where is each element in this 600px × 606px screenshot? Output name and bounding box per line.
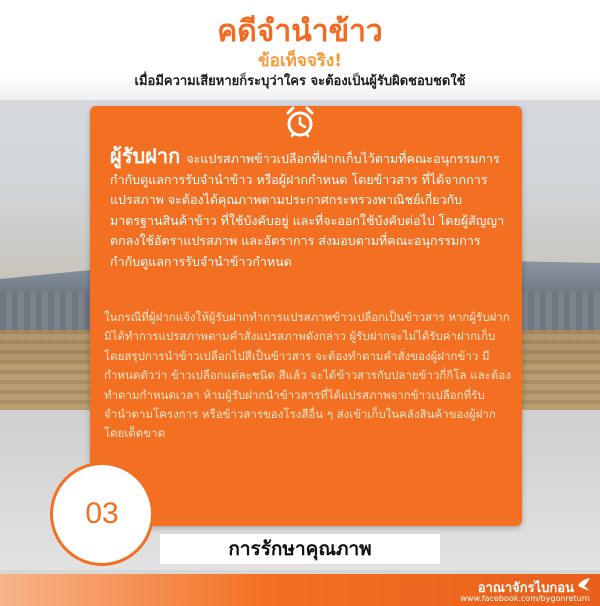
page-subtitle: ข้อเท็จจริง!: [258, 51, 342, 71]
tagline: เมื่อมีความเสียหายก็ระบุว่าใคร จะต้องเป็นผู้รับผิดชอบชดใช้: [134, 74, 466, 89]
bird-logo-icon: [576, 576, 592, 592]
card-paragraph-2: ในกรณีที่ผู้ฝากแจ้งให้ผู้รับฝากทำการแปรสภาพข้าวเปลือกเป็นข้าวสาร หากผู้รับฝากมิได้ทำการแปรสภาพตามคำสั่งแปรสภาพดังกล่าว ผู้รับฝากจะไม่ได้รับค่าฝากเก็บ โดยสรุปการนำข้าวเปลือกไปสีเป็นข้าวสาร จะต้องทำตามคำสั่งของผู้ฝากข้าว มีกำหนดตัวว่า ข้าวเปลือกแต่ละชนิด สีแล้ว จะได้ข้าวสารกับปลายข้าวกี่กิโล และต้องทำตามกำหนดเวลา ห้ามผู้รับฝากนำข้าวสารที่ได้แปรสภาพจากข้าวเปลือกที่รับจำนำตามโครงการ หรือข้าวสารของโรงสีอื่น ๆ ส่งเข้าเก็บในคลังสินค้าของผู้ฝากโดยเด็ดขาด: [104, 310, 511, 441]
page-title: คดีจำนำข้าว: [217, 14, 383, 49]
alarm-clock-icon: [282, 104, 318, 140]
footer-url: www.facebook.com/bygonreturn: [460, 594, 590, 603]
brand-name: อาณาจักรไบกอน: [477, 581, 574, 596]
section-number: 03: [85, 497, 119, 530]
section-label: การรักษาคุณภาพ: [160, 534, 440, 564]
section-number-badge: [50, 462, 154, 566]
card-lead: ผู้รับฝาก: [110, 144, 181, 168]
card-paragraph-1-text: จะแปรสภาพข้าวเปลือกที่ฝากเก็บไว้ตามที่คณะอนุกรรมการกำกับดูแลการรับจำนำข้าว หรือผู้ฝากกำหนด โดยข้าวสาร ที่ได้จากการ แปรสภาพ จะต้องได้คุณภาพตามประกาศกระทรวงพาณิชย์เกี่ยวกับมาตรฐานสินค้าข้าว ที่ใช้บังคับอยู่ และที่จะออกใช้บังคับต่อไป โดยผู้สัญญาตกลงใช้อัตราแปรสภาพ และอัตราการ ส่งมอบตามที่คณะอนุกรรมการกำกับดูแลการรับจำนำข้าวกำหนด: [110, 151, 505, 269]
card-paragraph-1: [110, 146, 510, 272]
